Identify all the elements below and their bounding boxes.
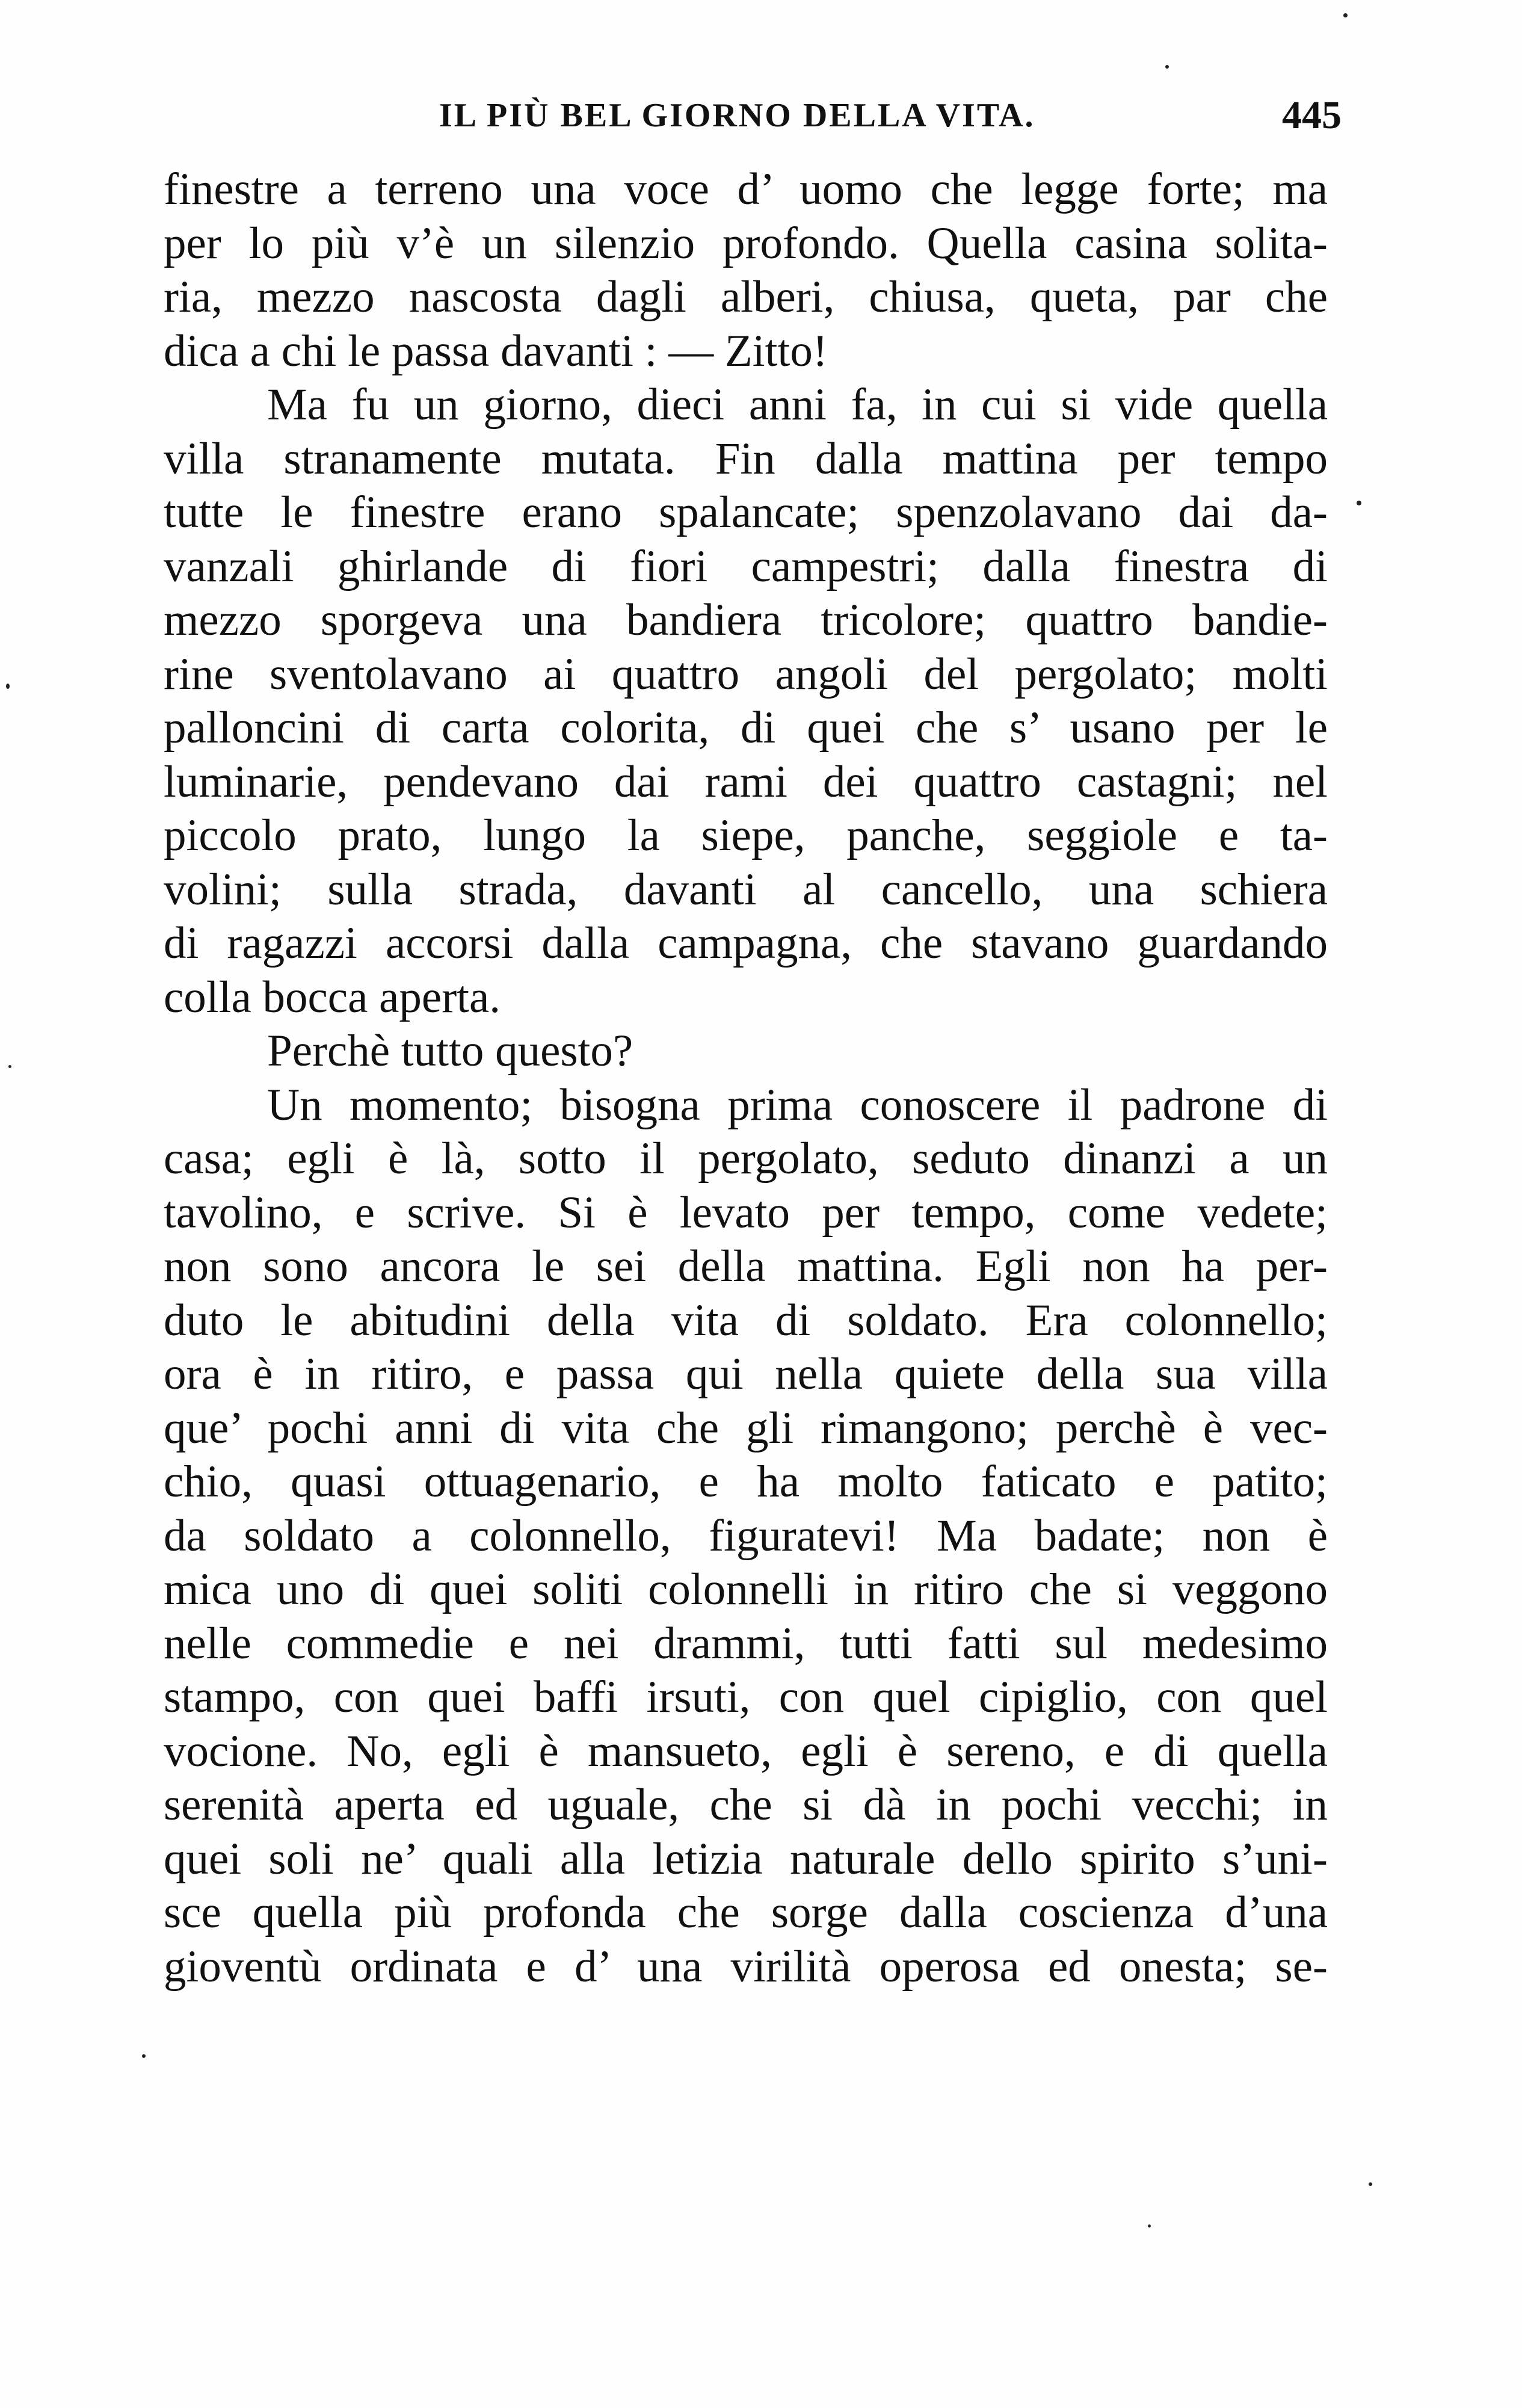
running-head [162,91,1342,140]
text-line: piccolo prato, lungo la siepe, panche, seggiole e ta- [164,810,1328,860]
scan-speck [1148,2224,1151,2227]
text-line: tutte le finestre erano spalancate; spenzolavano dai da- [164,487,1328,537]
text-line: Perchè tutto questo? [267,1026,633,1076]
text-line: villa stranamente mutata. Fin dalla mattina per tempo [164,433,1328,484]
text-line: per lo più v’è un silenzio profondo. Quella casina solita- [164,218,1328,268]
text-line: duto le abitudini della vita di soldato. Era colonnello; [164,1295,1328,1345]
scan-speck [6,684,10,689]
scan-speck [142,2054,146,2058]
text-line: casa; egli è là, sotto il pergolato, seduto dinanzi a un [164,1134,1328,1184]
text-line: sce quella più profonda che sorge dalla coscienza d’una [164,1888,1328,1937]
text-line: Un momento; bisogna prima conoscere il padrone di [267,1079,1328,1130]
text-line: da soldato a colonnello, figuratevi! Ma badate; non è [164,1510,1328,1561]
text-line: vanzali ghirlande di fiori campestri; dalla finestra di [164,541,1328,591]
text-line: stampo, con quei baffi irsuti, con quel cipiglio, con quel [164,1672,1328,1722]
text-line: palloncini di carta colorita, di quei che s’ usano per le [164,703,1328,753]
text-line: que’ pochi anni di vita che gli rimangono; perchè è vec- [164,1403,1328,1453]
text-line: gioventù ordinata e d’ una virilità operosa ed onesta; se- [164,1941,1328,1992]
text-line: Ma fu un giorno, dieci anni fa, in cui si vide quella [267,380,1328,430]
scan-speck [1165,65,1169,69]
text-line: nelle commedie e nei drammi, tutti fatti sul medesimo [164,1618,1328,1669]
text-line: rine sventolavano ai quattro angoli del pergolato; molti [164,649,1328,699]
text-line: quei soli ne’ quali alla letizia naturale dello spirito s’uni- [164,1833,1328,1884]
scan-speck [1369,2182,1372,2186]
text-line: serenità aperta ed uguale, che si dà in pochi vecchi; in [164,1780,1328,1830]
scan-speck [1343,13,1348,17]
text-line: dica a chi le passa davanti : — Zitto! [164,326,828,376]
text-line: colla bocca aperta. [164,972,501,1022]
text-line: tavolino, e scrive. Si è levato per tempo, come vedete; [164,1187,1328,1238]
body-text [164,162,1328,1993]
scan-speck [8,1065,11,1068]
text-line: di ragazzi accorsi dalla campagna, che stavano guardando [164,918,1328,968]
text-line: luminarie, pendevano dai rami dei quattro castagni; nel [164,756,1328,807]
text-line: chio, quasi ottuagenario, e ha molto faticato e patito; [164,1457,1328,1507]
text-line: non sono ancora le sei della mattina. Egli non ha per- [164,1241,1328,1291]
page-number: 445 [1282,93,1342,137]
text-line: mica uno di quei soliti colonnelli in ritiro che si veggono [164,1564,1328,1614]
text-line: ora è in ritiro, e passa qui nella quiete della sua villa [164,1349,1328,1399]
text-line: ria, mezzo nascosta dagli alberi, chiusa, queta, par che [164,272,1328,322]
scan-speck [1357,501,1361,505]
text-line: mezzo sporgeva una bandiera tricolore; quattro bandie- [164,595,1328,645]
text-line: vocione. No, egli è mansueto, egli è sereno, e di quella [164,1726,1328,1776]
running-title: IL PIÙ BEL GIORNO DELLA VITA. [439,97,1035,134]
text-line: finestre a terreno una voce d’ uomo che legge forte; ma [164,164,1328,214]
text-line: volini; sulla strada, davanti al cancello, una schiera [164,864,1328,915]
